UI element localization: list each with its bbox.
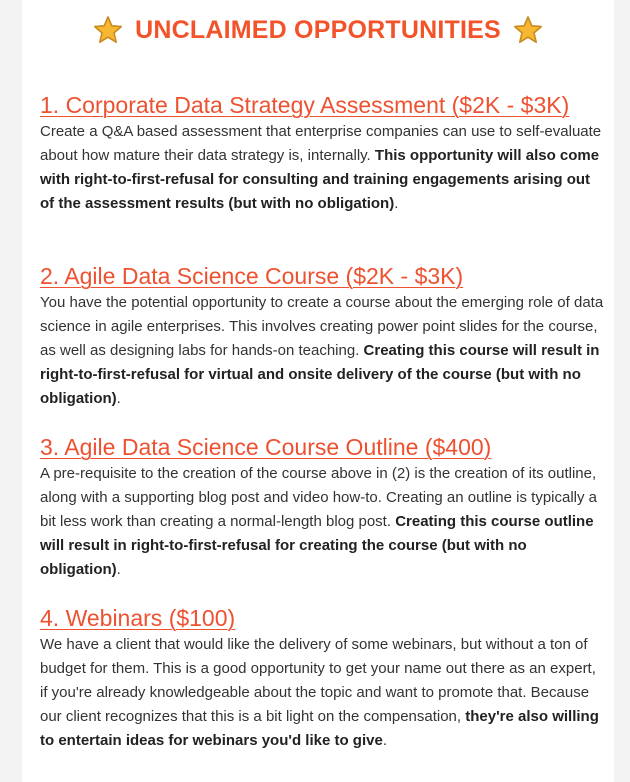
opportunity-section bbox=[40, 92, 606, 216]
description-text: We have a client that would like the delivery of some webinars, but without a ton of budget for them. This is a good opportunity to get your name out there as an expert, if you're already knowledgeable about the topic and want to promote that. Because our client recognizes that this is a bit light on the compensation, bbox=[40, 636, 596, 725]
description-bold-text: Creating this course will result in right-to-first-refusal for virtual and onsite delivery of the course (but with no obligation) bbox=[40, 342, 600, 407]
opportunity-description bbox=[40, 462, 606, 582]
opportunity-title-link[interactable]: 3. Agile Data Science Course Outline ($400) bbox=[40, 434, 492, 460]
star-icon bbox=[93, 15, 123, 45]
opportunity-section bbox=[40, 605, 606, 753]
description-end: . bbox=[394, 195, 399, 212]
opportunity-description bbox=[40, 291, 606, 411]
opportunity-title-link[interactable]: 2. Agile Data Science Course ($2K - $3K) bbox=[40, 263, 464, 289]
description-end: . bbox=[116, 390, 121, 407]
opportunity-title-link[interactable]: 4. Webinars ($100) bbox=[40, 605, 236, 631]
description-text: Create a Q&A based assessment that enterprise companies can use to self-evaluate about how mature their data strategy is, internally. bbox=[40, 123, 602, 164]
description-text: A pre-requisite to the creation of the course above in (2) is the creation of its outline, along with a supporting blog post and video how-to. Creating an outline is typically a bit less work than creating a normal-length blog post. bbox=[40, 465, 598, 530]
description-text: You have the potential opportunity to create a course about the emerging role of data science in agile enterprises. This involves creating power point slides for the course, as well as designing labs for hands-on teaching. bbox=[40, 294, 604, 359]
opportunity-description bbox=[40, 120, 606, 216]
opportunity-title-link[interactable]: 1. Corporate Data Strategy Assessment ($2K - $3K) bbox=[40, 92, 570, 118]
header bbox=[22, 10, 614, 50]
description-bold-text: This opportunity will also come with right-to-first-refusal for consulting and training engagements arising out of the assessment results (but with no obligation) bbox=[40, 147, 600, 212]
opportunity-section bbox=[40, 434, 606, 582]
opportunity-description bbox=[40, 633, 606, 753]
star-icon bbox=[513, 15, 543, 45]
opportunity-section bbox=[40, 263, 606, 411]
description-bold-text: Creating this course outline will result in right-to-first-refusal for creating the course (but with no obligation) bbox=[40, 513, 594, 578]
page-title: UNCLAIMED OPPORTUNITIES bbox=[135, 15, 501, 44]
email-content bbox=[22, 0, 614, 782]
description-end: . bbox=[382, 732, 387, 749]
description-bold-text: they're also willing to entertain ideas for webinars you'd like to give bbox=[40, 708, 599, 749]
description-end: . bbox=[116, 561, 121, 578]
